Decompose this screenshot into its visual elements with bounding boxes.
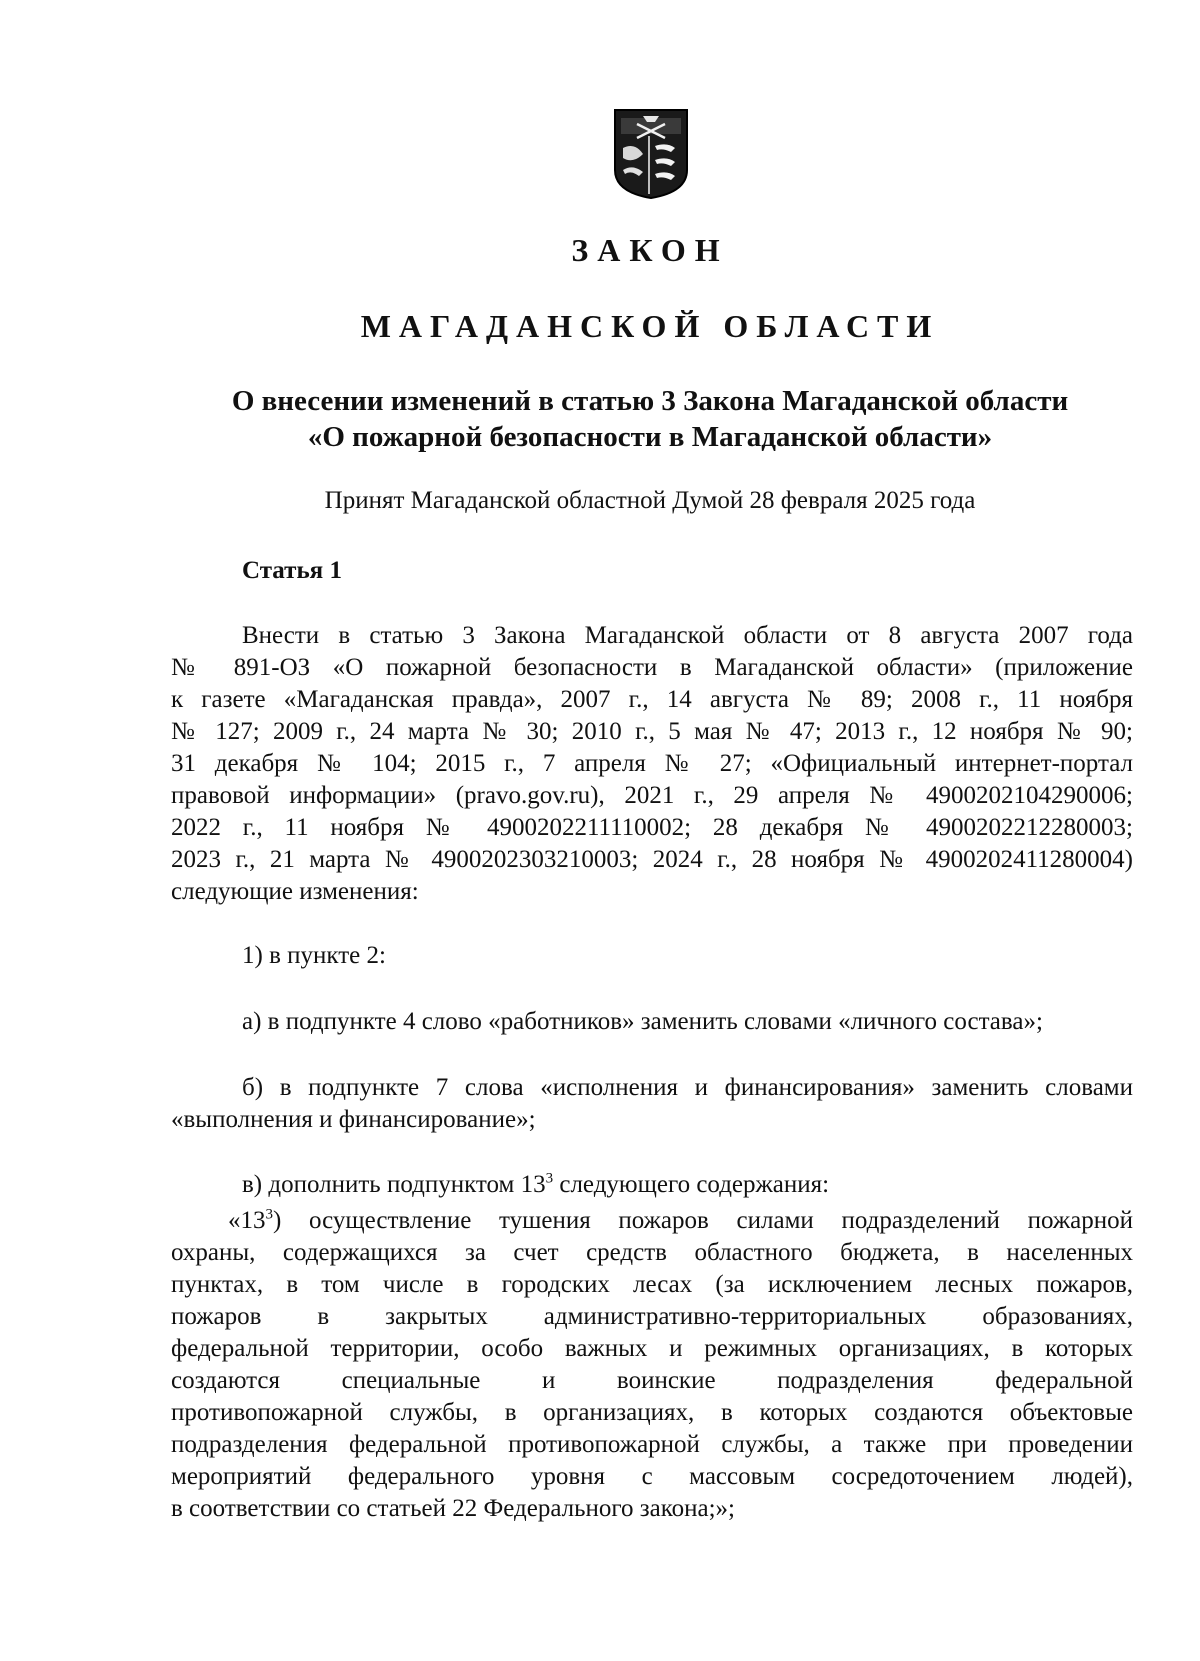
quote-line: в соответствии со статьей 22 Федерального закона;»; — [171, 1495, 735, 1522]
item-text: в) дополнить подпунктом 13 — [242, 1171, 546, 1198]
paragraph-line: 2022 г., 11 ноября № 4900202211110002; 28 декабря № 4900202212280003; — [171, 814, 1133, 841]
quote-line: пожаров в закрытых административно-территориальных образованиях, — [171, 1303, 1133, 1330]
article-title: Статья 1 — [242, 557, 342, 584]
paragraph-line: Внести в статью 3 Закона Магаданской области от 8 августа 2007 года — [242, 622, 1133, 649]
paragraph-line: 31 декабря № 104; 2015 г., 7 апреля № 27; «Официальный интернет-портал — [171, 750, 1133, 777]
heading-line: «О пожарной безопасности в Магаданской области» — [307, 421, 993, 453]
paragraph-line: следующие изменения: — [171, 878, 419, 905]
paragraph-line: № 127; 2009 г., 24 марта № 30; 2010 г., 5 мая № 47; 2013 г., 12 ноября № 90; — [171, 718, 1133, 745]
paragraph-line: № 891-ОЗ «О пожарной безопасности в Магаданской области» (приложение — [171, 654, 1133, 681]
list-item — [171, 1006, 1133, 1038]
magadan-coat-of-arms-icon — [613, 108, 689, 200]
law-title: ЗАКОН — [571, 232, 729, 268]
article-paragraph — [171, 620, 1133, 908]
quoted-amendment — [171, 1205, 1133, 1525]
heading-line: О внесении изменений в статью 3 Закона Магаданской области — [231, 385, 1069, 417]
quote-line — [171, 1205, 1133, 1237]
paragraph-line: к газете «Магаданская правда», 2007 г., 14 августа № 89; 2008 г., 11 ноября — [171, 686, 1133, 713]
item-text: следующего содержания: — [553, 1171, 830, 1198]
quote-line: федеральной территории, особо важных и режимных организациях, в которых — [171, 1335, 1133, 1362]
quote-line: пунктах, в том числе в городских лесах (за исключением лесных пожаров, — [171, 1271, 1133, 1298]
superscript: 3 — [265, 1206, 273, 1223]
item-line: «выполнения и финансирование»; — [171, 1106, 536, 1133]
quote-line: мероприятий федерального уровня с массовым сосредоточением людей), — [171, 1463, 1133, 1490]
paragraph-line: 2023 г., 21 марта № 4900202303210003; 2024 г., 28 ноября № 4900202411280004) — [171, 846, 1133, 873]
quote-line: охраны, содержащихся за счет средств областного бюджета, в населенных — [171, 1239, 1133, 1266]
law-heading — [0, 383, 1200, 455]
region-title: МАГАДАНСКОЙ ОБЛАСТИ — [360, 308, 940, 344]
paragraph-line: правовой информации» (pravo.gov.ru), 2021 г., 29 апреля № 4900202104290006; — [171, 782, 1133, 809]
quote-text: «13 — [228, 1207, 266, 1234]
item-line — [171, 1169, 1133, 1201]
quote-line: создаются специальные и воинские подразделения федеральной — [171, 1367, 1133, 1394]
adoption-note: Принят Магаданской областной Думой 28 февраля 2025 года — [324, 487, 976, 514]
item-line: 1) в пункте 2: — [242, 942, 386, 969]
quote-line: подразделения федеральной противопожарной службы, а также при проведении — [171, 1431, 1133, 1458]
list-item — [171, 940, 1133, 972]
superscript: 3 — [545, 1170, 554, 1187]
quote-text: ) осуществление тушения пожаров силами подразделений пожарной — [273, 1207, 1133, 1234]
item-line: а) в подпункте 4 слово «работников» заменить словами «личного состава»; — [242, 1008, 1043, 1035]
item-line: б) в подпункте 7 слова «исполнения и финансирования» заменить словами — [242, 1074, 1133, 1101]
list-item — [171, 1169, 1133, 1201]
list-item — [171, 1072, 1133, 1136]
quote-line: противопожарной службы, в организациях, в которых создаются объектовые — [171, 1399, 1133, 1426]
